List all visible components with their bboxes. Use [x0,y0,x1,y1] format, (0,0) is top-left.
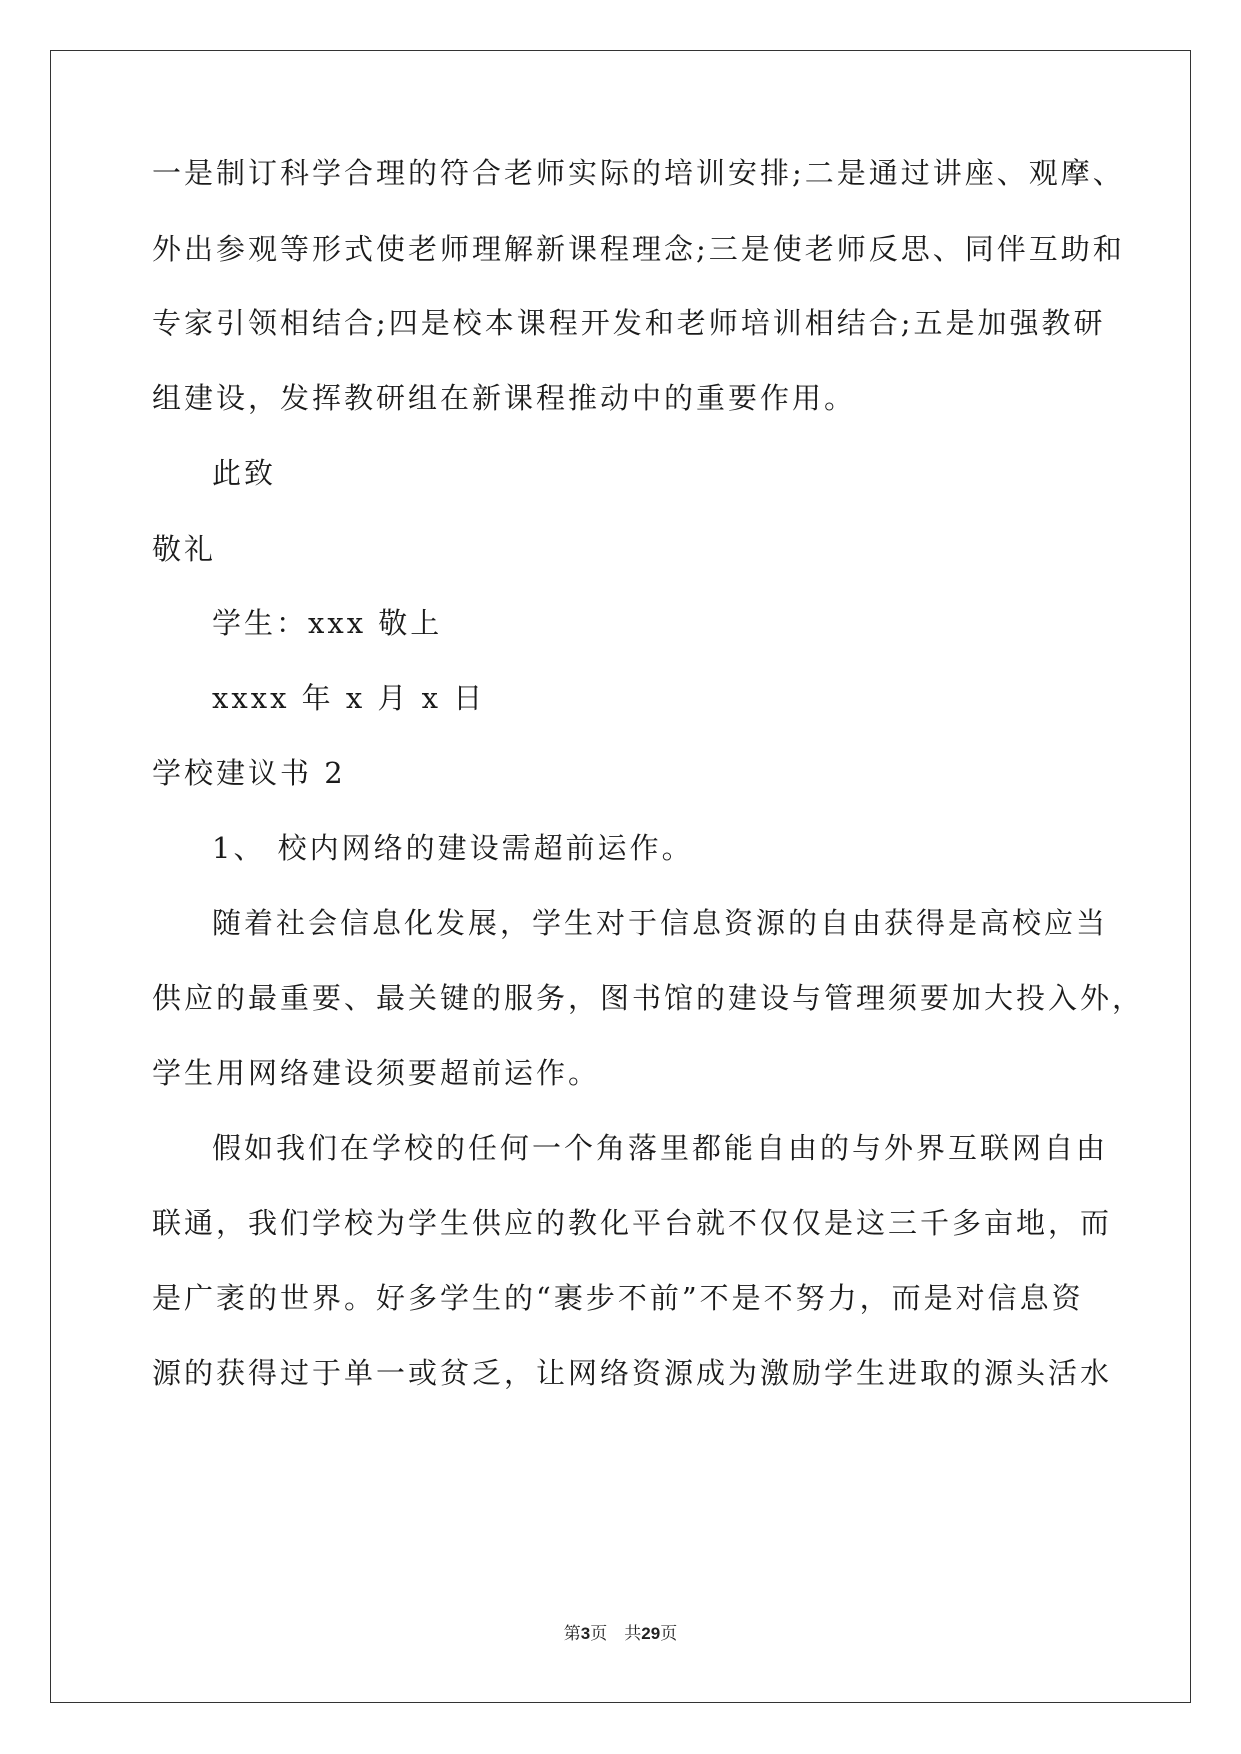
page-prefix: 第 [563,1624,581,1644]
salutation: 此致 [212,456,277,490]
paragraph-2-line-2: 联通，我们学校为学生供应的教化平台就不仅仅是这三千多亩地，而 [152,1206,1113,1240]
paragraph-2-line-3: 是广袤的世界。好多学生的“裹步不前”不是不努力，而是对信息资 [152,1281,1084,1315]
body-line-4: 组建设，发挥教研组在新课程推动中的重要作用。 [152,381,857,415]
page-mid: 页 共 [590,1624,642,1644]
page-suffix: 页 [660,1624,678,1644]
paragraph-2-line-4: 源的获得过于单一或贫乏，让网络资源成为激励学生进取的源头活水 [152,1356,1113,1390]
paragraph-1-line-3: 学生用网络建设须要超前运作。 [152,1056,601,1090]
paragraph-1-line-1: 随着社会信息化发展，学生对于信息资源的自由获得是高校应当 [212,906,1109,940]
item-heading: 1、 校内网络的建设需超前运作。 [212,831,694,865]
paragraph-2-line-1: 假如我们在学校的任何一个角落里都能自由的与外界互联网自由 [212,1131,1109,1165]
page-total: 29 [641,1624,661,1643]
respect-line: 敬礼 [152,532,217,566]
date-line: xxxx 年 x 月 x 日 [212,681,486,715]
page-footer [0,1622,1241,1646]
page-current: 3 [580,1624,591,1643]
signature: 学生：xxx 敬上 [212,606,443,640]
body-line-2: 外出参观等形式使老师理解新课程理念;三是使老师反思、同伴互助和 [152,232,1125,266]
page-border [50,50,1191,1703]
body-line-3: 专家引领相结合;四是校本课程开发和老师培训相结合;五是加强教研 [152,306,1106,340]
section-title: 学校建议书 2 [152,756,346,790]
body-line-1: 一是制订科学合理的符合老师实际的培训安排;二是通过讲座、观摩、 [152,156,1125,190]
paragraph-1-line-2: 供应的最重要、最关键的服务，图书馆的建设与管理须要加大投入外， [152,981,1145,1015]
